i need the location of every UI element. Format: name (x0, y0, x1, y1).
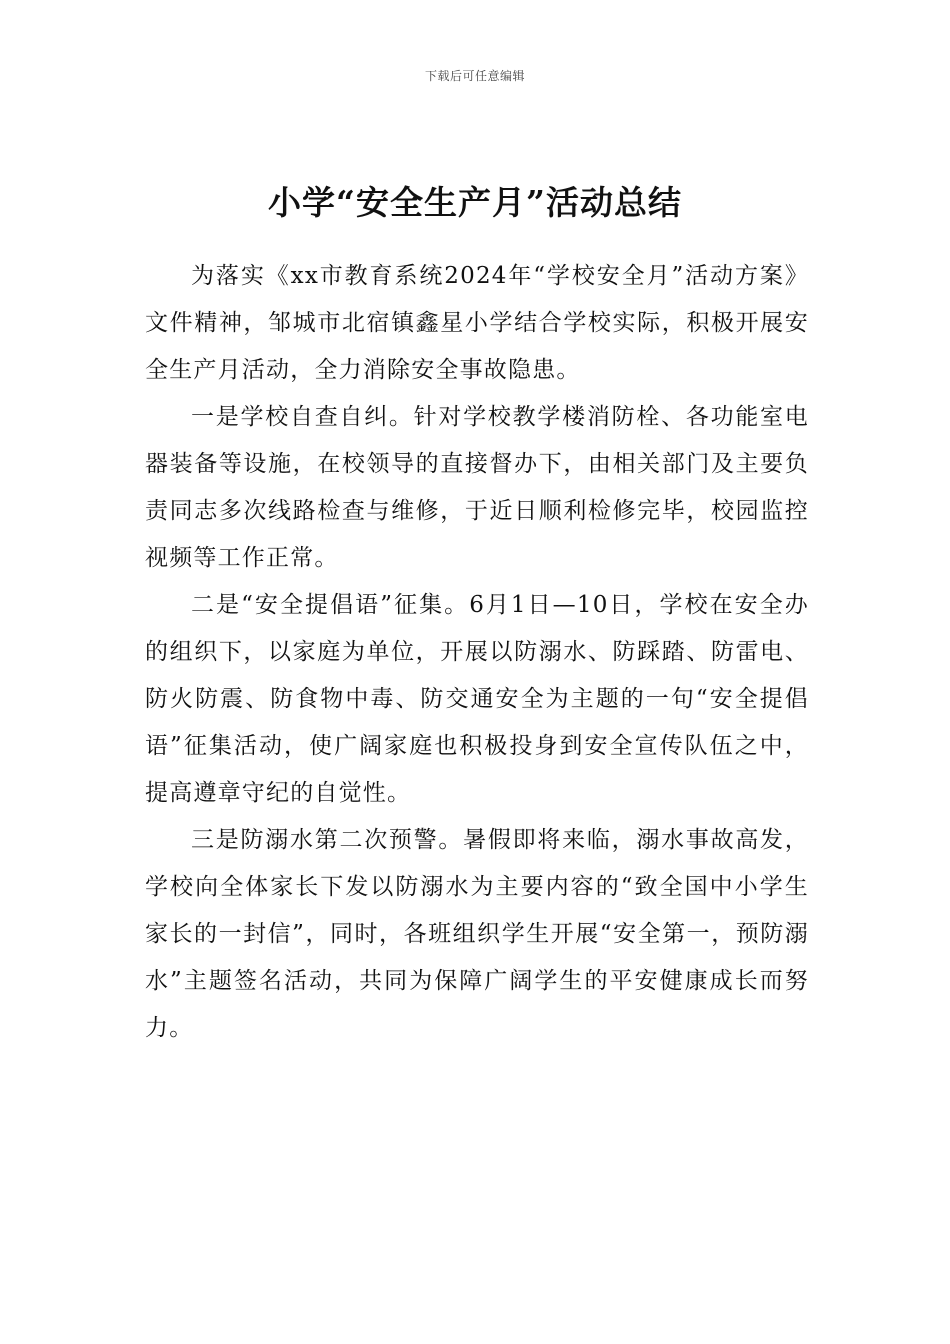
header-note: 下载后可任意编辑 (424, 69, 525, 83)
paragraph-drowning-warning: 三是防溺水第二次预警。暑假即将来临，溺水事故高发，学校向全体家长下发以防溺水为主要内容的“致全国中小学生家长的一封信”，同时，各班组织学生开展“安全第一，预防溺水”主题签名活动，共同为保障广阔学生的平安健康成长而努力。 (145, 827, 809, 1041)
paragraph-intro: 为落实《xx市教育系统2024年“学校安全月”活动方案》文件精神，邹城市北宿镇鑫星小学结合学校实际，积极开展安全生产月活动，全力消除安全事故隐患。 (145, 263, 809, 383)
document-title: 小学“安全生产月”活动总结 (268, 183, 682, 222)
paragraph-self-inspection: 一是学校自查自纠。针对学校教学楼消防栓、各功能室电器装备等设施，在校领导的直接督办下，由相关部门及主要负责同志多次线路检查与维修，于近日顺利检修完毕，校园监控视频等工作正常。 (145, 404, 809, 571)
paragraph-slogan-collection: 二是“安全提倡语”征集。6月1日—10日，学校在安全办的组织下，以家庭为单位，开展以防溺水、防踩踏、防雷电、防火防震、防食物中毒、防交通安全为主题的一句“安全提倡语”征集活动，使广阔家庭也积极投身到安全宣传队伍之中，提高遵章守纪的自觉性。 (145, 592, 809, 806)
document-body (145, 253, 809, 1052)
